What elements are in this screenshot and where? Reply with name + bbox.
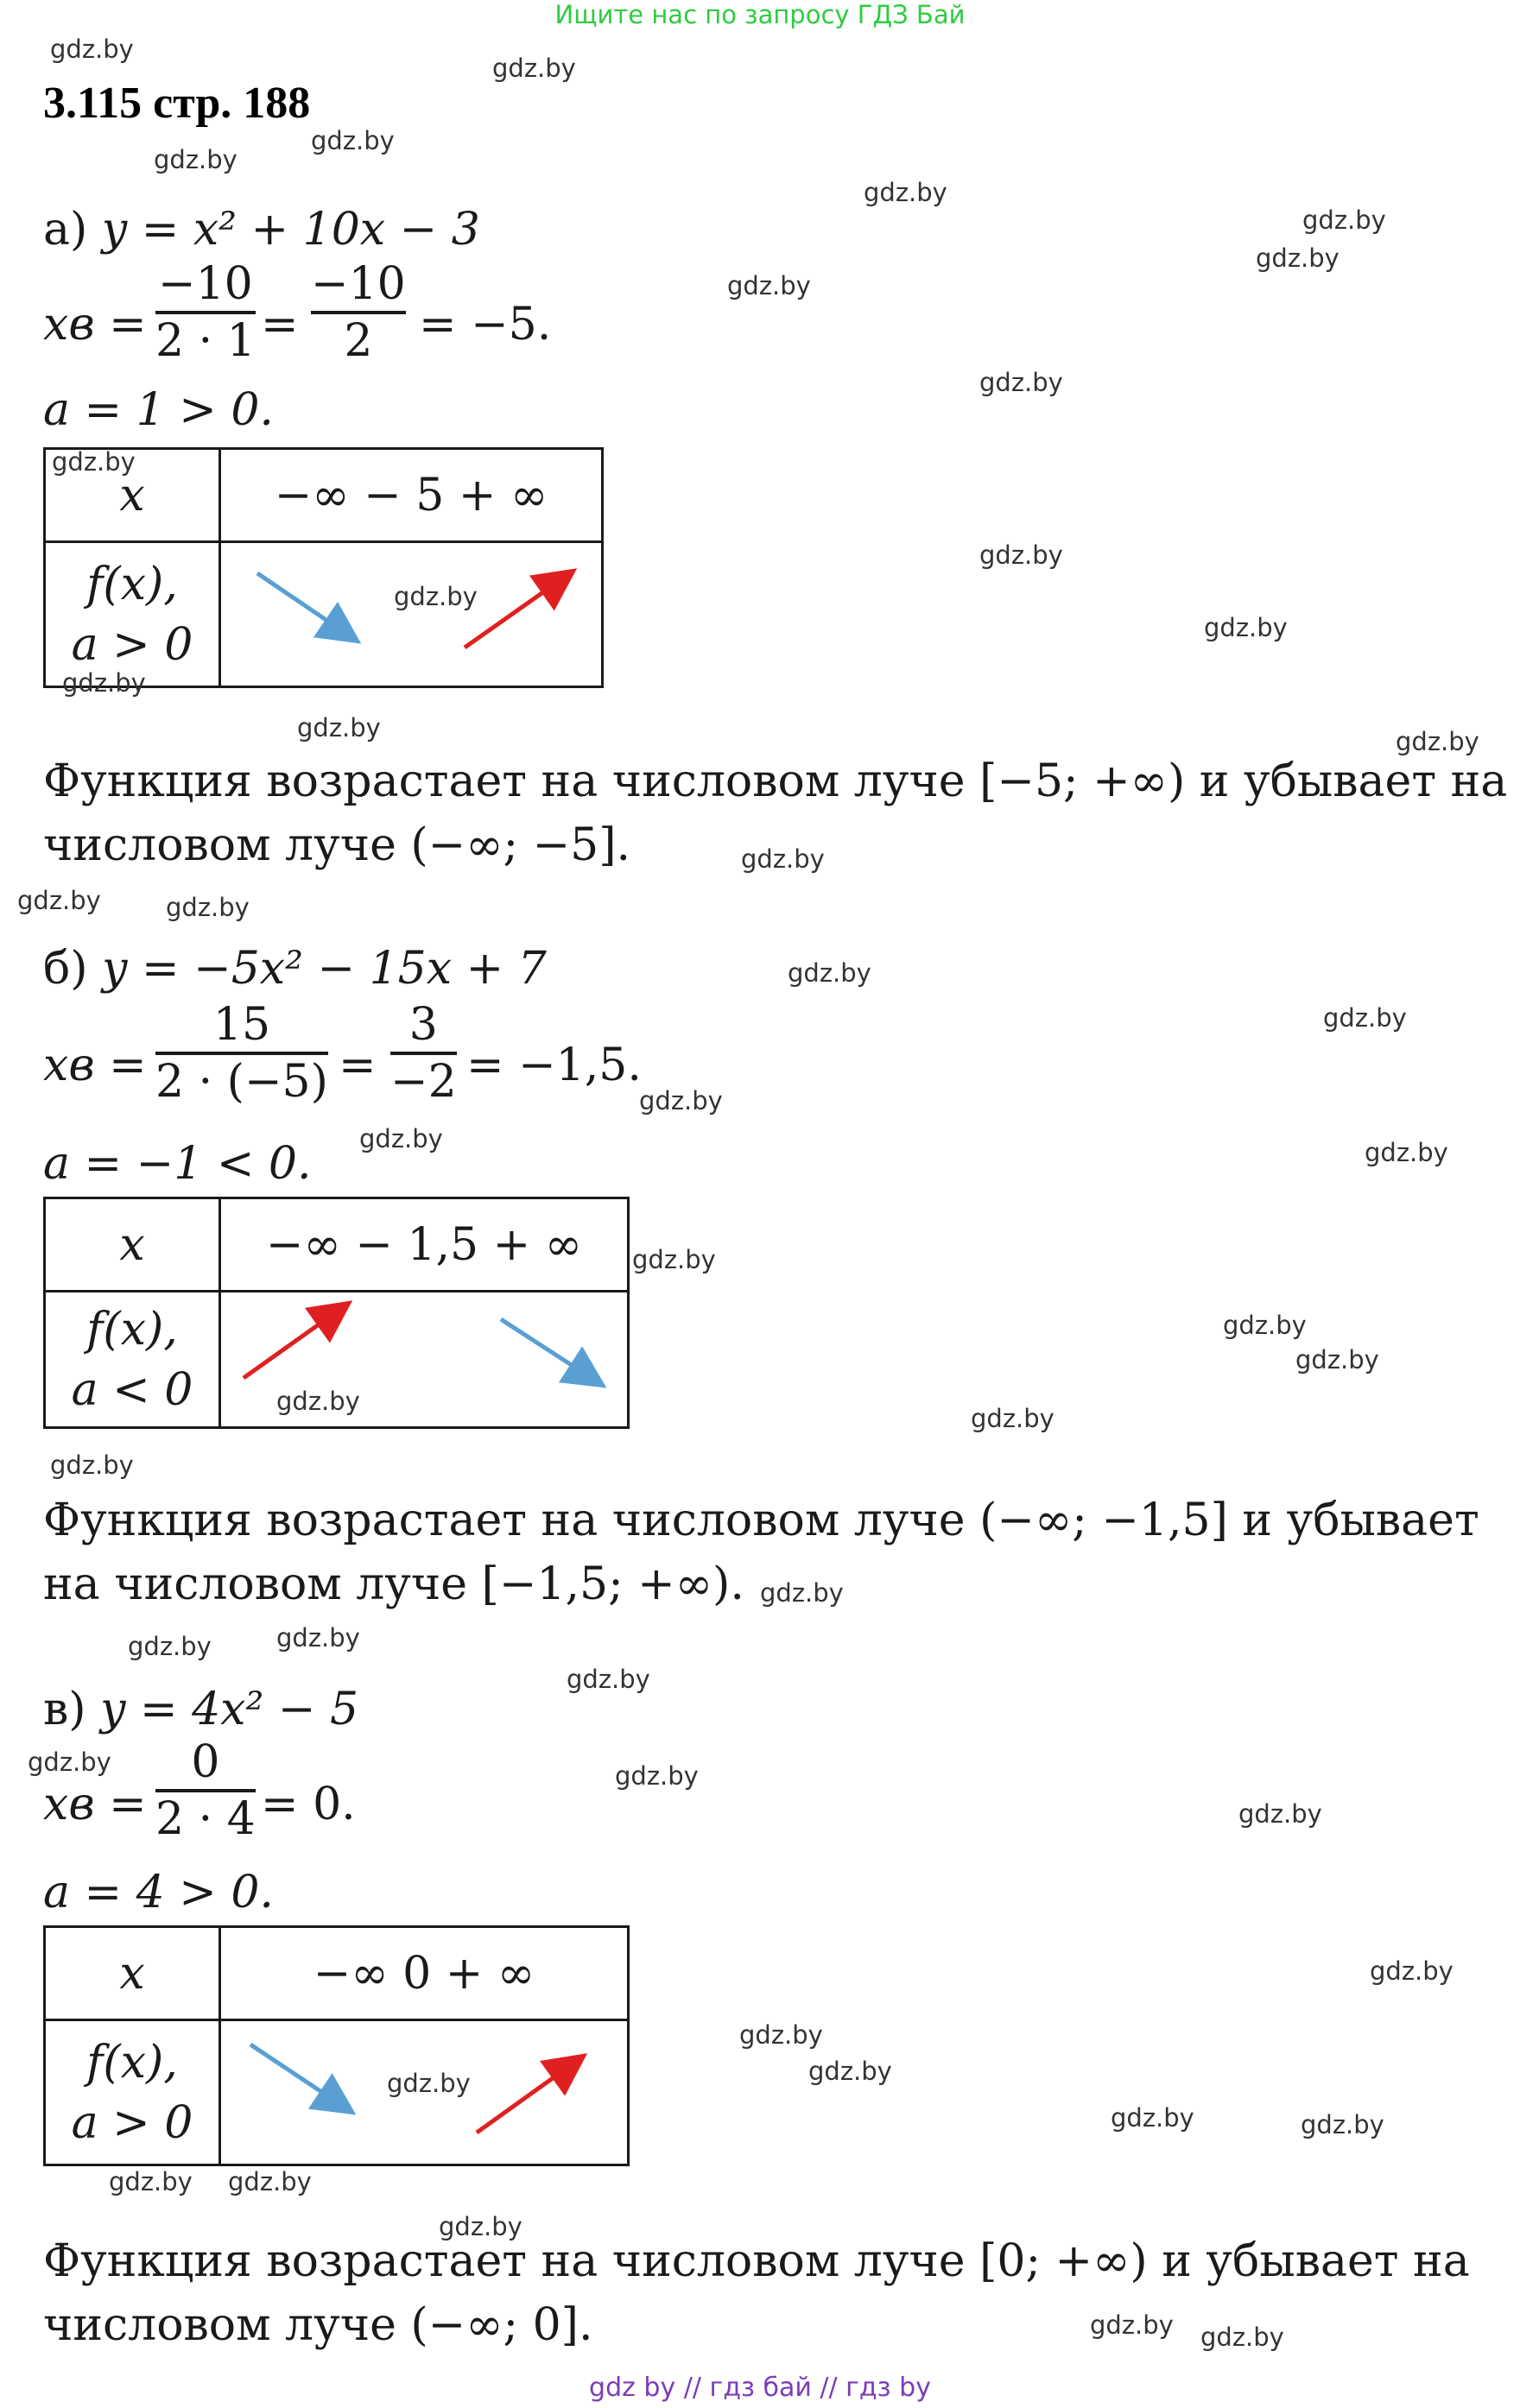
watermark: gdz.by: [1295, 1345, 1379, 1375]
table-f-label: f(x),: [86, 558, 178, 610]
watermark: gdz.by: [1323, 1003, 1407, 1033]
watermark: gdz.by: [567, 1665, 650, 1694]
part-c-label: в): [43, 1684, 86, 1735]
watermark: gdz.by: [741, 844, 825, 874]
watermark: gdz.by: [17, 886, 101, 915]
watermark: gdz.by: [62, 668, 146, 698]
watermark: gdz.by: [492, 54, 576, 83]
table-x-cell: x: [45, 449, 220, 542]
watermark: gdz.by: [50, 35, 134, 64]
part-c-equation-line: [43, 1684, 358, 1735]
watermark: gdz.by: [166, 893, 250, 922]
table-header-cell: −∞ − 1,5 + ∞: [220, 1198, 629, 1292]
watermark: gdz.by: [727, 271, 811, 300]
watermark: gdz.by: [1238, 1799, 1322, 1829]
watermark: gdz.by: [979, 540, 1063, 570]
watermark: gdz.by: [971, 1404, 1054, 1433]
table-f-cell: [45, 2020, 220, 2165]
table-condition: a > 0: [71, 618, 193, 671]
watermark: gdz.by: [297, 713, 381, 743]
watermark: gdz.by: [154, 145, 238, 174]
part-b-xv-result: = −1,5.: [466, 1040, 642, 1091]
equals-sign: =: [339, 1040, 377, 1091]
watermark: gdz.by: [1200, 2323, 1284, 2352]
watermark: gdz.by: [439, 2212, 522, 2241]
watermark: gdz.by: [1111, 2103, 1194, 2133]
table-condition: a > 0: [71, 2096, 193, 2149]
watermark: gdz.by: [1370, 1956, 1454, 1986]
watermark: gdz.by: [28, 1748, 111, 1777]
fraction-numerator: 3: [408, 999, 438, 1051]
top-banner[interactable]: Ищите нас по запросу ГДЗ Бай: [554, 0, 966, 29]
part-c-variation-table: [43, 1925, 630, 2166]
increasing-arrow: [465, 573, 570, 648]
part-a-equation: y = x² + 10x − 3: [101, 204, 480, 256]
watermark: gdz.by: [311, 126, 395, 155]
part-b-fraction-2: [390, 998, 457, 1109]
watermark: gdz.by: [808, 2057, 892, 2086]
watermark: gdz.by: [52, 447, 136, 477]
fraction-numerator: 15: [212, 999, 271, 1051]
watermark: gdz.by: [1302, 205, 1386, 235]
part-b-label: б): [43, 943, 88, 995]
table-f-cell: [45, 1292, 220, 1428]
fraction-numerator: −10: [158, 258, 253, 310]
part-a-conclusion: Функция возрастает на числовом луче [−5; +∞) и убывает на числовом луче (−∞; −5].: [43, 755, 1508, 871]
watermark: gdz.by: [1396, 727, 1479, 756]
part-b-a-line: a = −1 < 0.: [43, 1138, 312, 1190]
part-c-fraction-1: [155, 1735, 256, 1846]
fraction-denominator: 2 · (−5): [155, 1056, 328, 1108]
watermark: gdz.by: [1204, 613, 1288, 642]
watermark: gdz.by: [615, 1761, 699, 1791]
watermark: gdz.by: [1301, 2110, 1384, 2139]
watermark: gdz.by: [1090, 2310, 1174, 2340]
watermark: gdz.by: [979, 368, 1063, 397]
watermark: gdz.by: [50, 1450, 134, 1480]
watermark: gdz.by: [639, 1086, 723, 1116]
watermark: gdz.by: [109, 2167, 193, 2196]
fraction-numerator: −10: [311, 258, 406, 310]
watermark: gdz.by: [864, 178, 947, 207]
watermark: gdz.by: [359, 1124, 443, 1153]
table-header-cell: −∞ 0 + ∞: [220, 1927, 629, 2020]
part-c-xv-label: xв =: [43, 1779, 147, 1830]
part-c-xv-result: = 0.: [261, 1779, 356, 1830]
watermark: gdz.by: [1256, 243, 1340, 273]
fraction-numerator: 0: [191, 1736, 220, 1788]
table-x-cell: x: [45, 1198, 220, 1292]
fraction-denominator: 2 · 1: [155, 315, 256, 367]
part-a-a-line: a = 1 > 0.: [43, 384, 274, 436]
part-a-xv-result: = −5.: [419, 299, 552, 351]
part-a-label: а): [43, 204, 88, 256]
watermark: gdz.by: [1365, 1138, 1448, 1167]
table-header-cell: −∞ − 5 + ∞: [220, 449, 603, 542]
part-c-conclusion: Функция возрастает на числовом луче [0; +∞) и убывает на числовом луче (−∞; 0].: [43, 2235, 1470, 2351]
watermark: gdz.by: [1223, 1311, 1307, 1340]
watermark: gdz.by: [760, 1578, 844, 1608]
equals-sign: =: [261, 299, 299, 351]
part-b-equation: y = −5x² − 15x + 7: [102, 943, 547, 995]
part-c-equation: y = 4x² − 5: [100, 1684, 359, 1735]
fraction-denominator: −2: [390, 1056, 457, 1108]
part-b-fraction-1: [155, 998, 328, 1109]
footer-links[interactable]: gdz by // гдз бай // гдз by: [589, 2373, 931, 2403]
table-x-cell: x: [45, 1927, 220, 2020]
watermark: gdz.by: [632, 1245, 716, 1274]
watermark: gdz.by: [276, 1623, 360, 1653]
part-b-xv-label: xв =: [43, 1040, 147, 1091]
fraction-denominator: 2: [344, 315, 373, 367]
watermark: gdz.by: [128, 1632, 212, 1661]
watermark: gdz.by: [276, 1387, 360, 1416]
table-condition: a < 0: [71, 1363, 193, 1416]
watermark: gdz.by: [788, 958, 871, 988]
table-f-label: f(x),: [86, 1303, 178, 1356]
exercise-heading: 3.115 стр. 188: [43, 79, 311, 128]
watermark: gdz.by: [387, 2069, 471, 2098]
part-b-conclusion: Функция возрастает на числовом луче (−∞; −1,5] и убывает на числовом луче [−1,5; +∞).: [43, 1495, 1479, 1610]
part-a-xv-label: xв =: [43, 299, 147, 351]
watermark: gdz.by: [739, 2020, 823, 2050]
watermark: gdz.by: [394, 582, 478, 611]
table-f-label: f(x),: [86, 2036, 178, 2089]
part-b-equation-line: [43, 943, 547, 995]
watermark: gdz.by: [228, 2167, 312, 2196]
part-c-a-line: a = 4 > 0.: [43, 1867, 274, 1918]
fraction-denominator: 2 · 4: [155, 1793, 256, 1845]
decreasing-arrow: [257, 573, 354, 639]
